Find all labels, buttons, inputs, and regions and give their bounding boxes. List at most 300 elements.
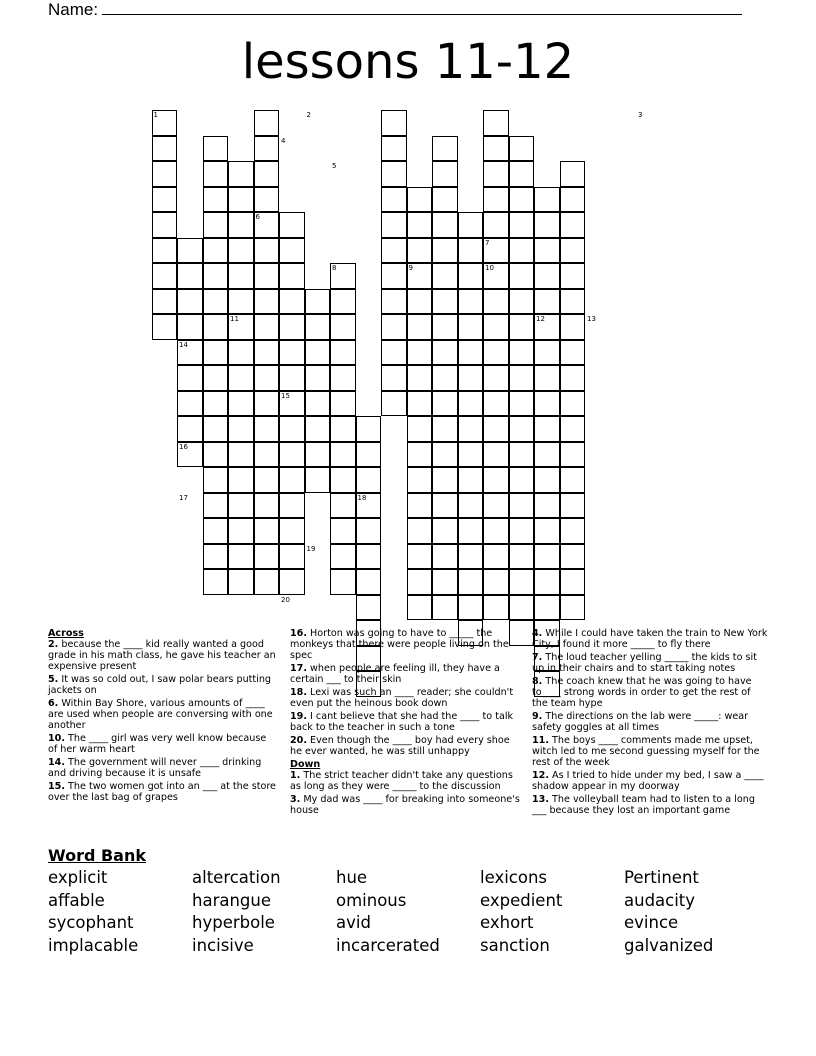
crossword-cell[interactable]	[254, 187, 280, 213]
crossword-cell[interactable]	[432, 212, 458, 238]
crossword-cell[interactable]	[458, 416, 484, 442]
crossword-cell[interactable]	[432, 340, 458, 366]
crossword-cell[interactable]	[356, 518, 382, 544]
clue-item	[532, 628, 768, 650]
crossword-cell[interactable]	[458, 518, 484, 544]
crossword-cell[interactable]	[254, 365, 280, 391]
clue-number: 15.	[48, 781, 65, 792]
crossword-cell[interactable]	[483, 212, 509, 238]
crossword-cell[interactable]	[509, 314, 535, 340]
crossword-cell[interactable]	[228, 161, 254, 187]
crossword-cell[interactable]	[254, 442, 280, 468]
clue-number-label: 3	[638, 111, 643, 119]
crossword-cell[interactable]	[203, 544, 229, 570]
clue-number: 6.	[48, 698, 59, 709]
crossword-cell[interactable]	[228, 416, 254, 442]
crossword-cell[interactable]	[483, 518, 509, 544]
crossword-cell[interactable]	[407, 569, 433, 595]
crossword-cell[interactable]	[509, 365, 535, 391]
crossword-cell[interactable]	[330, 467, 356, 493]
crossword-cell[interactable]	[381, 161, 407, 187]
crossword-cell[interactable]	[432, 314, 458, 340]
crossword-cell[interactable]	[330, 365, 356, 391]
crossword-cell[interactable]	[381, 212, 407, 238]
clue-text: when people are feeling ill, they have a certain ___ to their skin	[290, 663, 500, 685]
crossword-cell[interactable]	[407, 391, 433, 417]
crossword-cell[interactable]	[203, 416, 229, 442]
crossword-cell[interactable]	[254, 161, 280, 187]
crossword-cell[interactable]	[509, 544, 535, 570]
crossword-cell[interactable]	[254, 467, 280, 493]
crossword-cell[interactable]	[534, 569, 560, 595]
crossword-cell[interactable]	[534, 442, 560, 468]
crossword-cell[interactable]	[458, 595, 484, 621]
clues-column-1	[48, 628, 278, 805]
crossword-cell[interactable]	[509, 595, 535, 621]
clue-number: 14.	[48, 757, 65, 768]
crossword-cell[interactable]	[407, 467, 433, 493]
crossword-cell[interactable]	[279, 263, 305, 289]
clue-item	[48, 698, 278, 731]
crossword-cell[interactable]	[279, 518, 305, 544]
crossword-cell[interactable]	[432, 544, 458, 570]
crossword-cell[interactable]	[254, 110, 280, 136]
crossword-cell[interactable]	[560, 365, 586, 391]
crossword-cell[interactable]	[560, 493, 586, 519]
clue-number-label: 13	[587, 315, 596, 323]
crossword-cell[interactable]	[458, 289, 484, 315]
crossword-cell[interactable]	[560, 518, 586, 544]
clue-number-label: 7	[485, 238, 490, 247]
crossword-cell[interactable]	[177, 289, 203, 315]
crossword-cell[interactable]	[279, 289, 305, 315]
crossword-cell[interactable]	[330, 442, 356, 468]
crossword-cell[interactable]	[407, 595, 433, 621]
clue-item	[532, 794, 768, 816]
crossword-cell[interactable]	[203, 365, 229, 391]
clue-text: I cant believe that she had the ____ to talk back to the teacher in such a tone	[290, 711, 514, 733]
crossword-cell[interactable]	[305, 467, 331, 493]
crossword-cell[interactable]	[432, 595, 458, 621]
crossword-cell[interactable]	[254, 340, 280, 366]
crossword-cell[interactable]	[407, 314, 433, 340]
crossword-cell[interactable]	[203, 340, 229, 366]
crossword-cell[interactable]	[534, 187, 560, 213]
crossword-cell[interactable]	[279, 238, 305, 264]
clue-item	[48, 733, 278, 755]
word-bank-item: implacable	[48, 935, 139, 955]
clue-text: As I tried to hide under my bed, I saw a ____ shadow appear in my doorway	[532, 770, 764, 792]
clue-number: 19.	[290, 711, 307, 722]
clue-number-label: 10	[485, 264, 494, 272]
crossword-cell[interactable]	[254, 518, 280, 544]
crossword-cell[interactable]	[432, 289, 458, 315]
crossword-cell[interactable]	[458, 467, 484, 493]
clue-item	[290, 687, 522, 709]
crossword-cell[interactable]	[228, 289, 254, 315]
crossword-cell[interactable]	[330, 391, 356, 417]
crossword-cell[interactable]	[381, 340, 407, 366]
crossword-cell[interactable]	[228, 391, 254, 417]
crossword-cell[interactable]	[509, 340, 535, 366]
clue-number-label: 15	[281, 391, 290, 400]
crossword-cell[interactable]	[407, 416, 433, 442]
crossword-cell[interactable]	[458, 442, 484, 468]
crossword-cell[interactable]	[509, 467, 535, 493]
clue-item	[48, 639, 278, 672]
crossword-cell[interactable]	[483, 544, 509, 570]
crossword-cell[interactable]	[534, 544, 560, 570]
crossword-cell[interactable]	[534, 467, 560, 493]
crossword-cell[interactable]	[254, 493, 280, 519]
crossword-cell[interactable]	[432, 442, 458, 468]
crossword-cell[interactable]	[432, 238, 458, 264]
crossword-cell[interactable]	[432, 187, 458, 213]
crossword-cell[interactable]	[203, 289, 229, 315]
crossword-cell[interactable]	[432, 263, 458, 289]
crossword-cell[interactable]	[203, 467, 229, 493]
clue-text: The strict teacher didn't take any questions as long as they were _____ to the discussion	[290, 770, 513, 792]
crossword-cell[interactable]	[534, 518, 560, 544]
crossword-cell[interactable]	[458, 238, 484, 264]
crossword-cell[interactable]	[228, 467, 254, 493]
clue-text: The ____ girl was very well know because of her warm heart	[48, 733, 267, 755]
clue-number: 17.	[290, 663, 307, 674]
crossword-cell[interactable]	[560, 569, 586, 595]
clue-item	[290, 711, 522, 733]
crossword-cell[interactable]	[483, 595, 509, 621]
crossword-cell[interactable]	[407, 544, 433, 570]
word-bank-item: altercation	[192, 868, 281, 887]
crossword-cell[interactable]	[228, 493, 254, 519]
crossword-cell[interactable]	[432, 416, 458, 442]
crossword-cell[interactable]	[330, 569, 356, 595]
crossword-cell[interactable]	[305, 340, 331, 366]
crossword-cell[interactable]	[509, 161, 535, 187]
crossword-cell[interactable]	[560, 187, 586, 213]
clue-number-label: 20	[281, 595, 290, 604]
crossword-cell[interactable]	[177, 238, 203, 264]
crossword-cell[interactable]	[534, 263, 560, 289]
clue-text: It was so cold out, I saw polar bears putting jackets on	[48, 674, 272, 696]
clues-column-3	[532, 628, 768, 818]
word-bank-item: evince	[624, 913, 679, 933]
word-bank-item: Pertinent	[624, 868, 699, 887]
clue-item	[290, 735, 522, 757]
crossword-cell[interactable]	[560, 340, 586, 366]
word-bank-item: sycophant	[48, 913, 134, 933]
crossword-cell[interactable]	[483, 314, 509, 340]
crossword-cell[interactable]	[279, 212, 305, 238]
crossword-cell[interactable]	[279, 340, 305, 366]
crossword-cell[interactable]	[560, 314, 586, 340]
crossword-cell[interactable]	[305, 391, 331, 417]
clue-number: 9.	[532, 711, 543, 722]
crossword-cell[interactable]	[509, 289, 535, 315]
crossword-cell[interactable]	[203, 442, 229, 468]
clue-number: 16.	[290, 628, 307, 639]
crossword-cell[interactable]	[330, 493, 356, 519]
clue-number-label: 16	[179, 442, 188, 451]
crossword-cell[interactable]	[534, 595, 560, 621]
crossword-cell[interactable]	[458, 263, 484, 289]
crossword-cell[interactable]	[203, 391, 229, 417]
crossword-cell[interactable]	[381, 263, 407, 289]
crossword-cell[interactable]	[509, 416, 535, 442]
crossword-cell[interactable]	[509, 569, 535, 595]
crossword-cell[interactable]	[177, 365, 203, 391]
crossword-cell[interactable]	[228, 263, 254, 289]
word-bank-list	[48, 867, 768, 957]
crossword-cell[interactable]	[534, 212, 560, 238]
crossword-cell[interactable]	[509, 136, 535, 162]
crossword-cell[interactable]	[254, 416, 280, 442]
crossword-cell[interactable]	[560, 467, 586, 493]
crossword-cell[interactable]	[305, 314, 331, 340]
crossword-cell[interactable]	[560, 238, 586, 264]
crossword-cell[interactable]	[381, 238, 407, 264]
crossword-cell[interactable]	[483, 569, 509, 595]
crossword-cell[interactable]	[432, 467, 458, 493]
crossword-cell[interactable]	[458, 569, 484, 595]
crossword-cell[interactable]	[203, 161, 229, 187]
crossword-cell[interactable]	[152, 238, 178, 264]
word-bank	[48, 846, 768, 957]
crossword-cell[interactable]	[330, 416, 356, 442]
crossword-cell[interactable]	[458, 391, 484, 417]
word-bank-item: incisive	[192, 935, 254, 955]
crossword-cell[interactable]	[560, 161, 586, 187]
crossword-cell[interactable]	[483, 493, 509, 519]
crossword-cell[interactable]	[432, 161, 458, 187]
crossword-cell[interactable]	[458, 314, 484, 340]
clue-number-label: 6	[255, 213, 260, 221]
crossword-cell[interactable]	[356, 569, 382, 595]
crossword-cell[interactable]	[483, 416, 509, 442]
crossword-cell[interactable]	[458, 340, 484, 366]
clue-item	[532, 711, 768, 733]
crossword-cell[interactable]	[152, 212, 178, 238]
crossword-cell[interactable]	[534, 493, 560, 519]
crossword-cell[interactable]	[254, 569, 280, 595]
crossword-cell[interactable]	[228, 544, 254, 570]
crossword-cell[interactable]	[177, 416, 203, 442]
crossword-cell[interactable]	[356, 467, 382, 493]
clue-number-label: 5	[332, 162, 337, 170]
crossword-cell[interactable]	[203, 136, 229, 162]
crossword-cell[interactable]	[534, 391, 560, 417]
crossword-cell[interactable]	[483, 340, 509, 366]
word-bank-item: affable	[48, 890, 105, 910]
crossword-cell[interactable]	[228, 238, 254, 264]
crossword-cell[interactable]	[305, 416, 331, 442]
crossword-cell[interactable]	[534, 289, 560, 315]
crossword-cell[interactable]	[228, 442, 254, 468]
crossword-cell[interactable]	[483, 289, 509, 315]
crossword-cell[interactable]	[381, 289, 407, 315]
crossword-cell[interactable]	[203, 569, 229, 595]
crossword-cell[interactable]	[509, 187, 535, 213]
clue-number-label: 12	[536, 315, 545, 323]
crossword-cell[interactable]	[305, 365, 331, 391]
crossword-cell[interactable]	[534, 365, 560, 391]
crossword-cell[interactable]	[228, 340, 254, 366]
crossword-cell[interactable]	[560, 544, 586, 570]
clue-number: 4.	[532, 628, 543, 639]
crossword-cell[interactable]	[432, 493, 458, 519]
crossword-cell[interactable]	[203, 187, 229, 213]
crossword-cell[interactable]	[483, 161, 509, 187]
crossword-cell[interactable]	[203, 314, 229, 340]
clue-text: The boys ____ comments made me upset, witch led to me second guessing myself for the rest of the week	[532, 735, 760, 768]
crossword-cell[interactable]	[203, 518, 229, 544]
crossword-cell[interactable]	[509, 518, 535, 544]
crossword-cell[interactable]	[356, 442, 382, 468]
crossword-cell[interactable]	[381, 187, 407, 213]
crossword-cell[interactable]	[560, 212, 586, 238]
crossword-cell[interactable]	[560, 391, 586, 417]
crossword-cell[interactable]	[381, 314, 407, 340]
crossword-cell[interactable]	[534, 238, 560, 264]
crossword-cell[interactable]	[509, 212, 535, 238]
crossword-cell[interactable]	[458, 493, 484, 519]
crossword-cell[interactable]	[254, 391, 280, 417]
crossword-cell[interactable]	[254, 314, 280, 340]
word-bank-item: galvanized	[624, 935, 714, 955]
crossword-cell[interactable]	[305, 442, 331, 468]
crossword-cell[interactable]	[254, 289, 280, 315]
crossword-cell[interactable]	[407, 212, 433, 238]
crossword-cell[interactable]	[203, 263, 229, 289]
crossword-cell[interactable]	[177, 314, 203, 340]
crossword-cell[interactable]	[560, 416, 586, 442]
crossword-cell[interactable]	[279, 467, 305, 493]
crossword-cell[interactable]	[177, 391, 203, 417]
crossword-cell[interactable]	[203, 238, 229, 264]
crossword-cell[interactable]	[279, 365, 305, 391]
crossword-cell[interactable]	[356, 544, 382, 570]
crossword-cell[interactable]	[279, 416, 305, 442]
crossword-cell[interactable]	[509, 263, 535, 289]
clue-item	[290, 628, 522, 661]
crossword-cell[interactable]	[254, 136, 280, 162]
crossword-cell[interactable]	[407, 289, 433, 315]
crossword-cell[interactable]	[228, 518, 254, 544]
crossword-cell[interactable]	[407, 518, 433, 544]
crossword-cell[interactable]	[152, 136, 178, 162]
crossword-cell[interactable]	[330, 314, 356, 340]
crossword-cell[interactable]	[381, 136, 407, 162]
crossword-cell[interactable]	[407, 238, 433, 264]
word-bank-item: exhort	[480, 913, 534, 933]
crossword-cell[interactable]	[458, 212, 484, 238]
crossword-cell[interactable]	[356, 595, 382, 621]
word-bank-item: incarcerated	[336, 935, 440, 955]
crossword-cell[interactable]	[279, 314, 305, 340]
crossword-cell[interactable]	[330, 518, 356, 544]
crossword-cell[interactable]	[483, 467, 509, 493]
crossword-cell[interactable]	[330, 544, 356, 570]
crossword-cell[interactable]	[330, 340, 356, 366]
crossword-cell[interactable]	[152, 314, 178, 340]
crossword-cell[interactable]	[534, 340, 560, 366]
crossword-cell[interactable]	[483, 136, 509, 162]
crossword-cell[interactable]	[203, 493, 229, 519]
crossword-cell[interactable]	[152, 263, 178, 289]
crossword-cell[interactable]	[330, 289, 356, 315]
crossword-cell[interactable]	[432, 136, 458, 162]
clues-column-2	[290, 628, 522, 818]
crossword-cell[interactable]	[432, 518, 458, 544]
clue-item	[532, 735, 768, 768]
crossword-cell[interactable]	[509, 238, 535, 264]
crossword-cell[interactable]	[356, 416, 382, 442]
crossword-cell[interactable]	[432, 365, 458, 391]
crossword-cell[interactable]	[560, 263, 586, 289]
crossword-cell[interactable]	[407, 340, 433, 366]
crossword-cell[interactable]	[534, 416, 560, 442]
crossword-cell[interactable]	[483, 187, 509, 213]
crossword-cell[interactable]	[152, 161, 178, 187]
crossword-cell[interactable]	[458, 365, 484, 391]
crossword-cell[interactable]	[407, 442, 433, 468]
crossword-cell[interactable]	[407, 365, 433, 391]
clue-number: 10.	[48, 733, 65, 744]
crossword-cell[interactable]	[407, 187, 433, 213]
crossword-cell[interactable]	[560, 595, 586, 621]
crossword-cell[interactable]	[228, 365, 254, 391]
crossword-cell[interactable]	[177, 263, 203, 289]
crossword-cell[interactable]	[279, 442, 305, 468]
crossword-cell[interactable]	[432, 569, 458, 595]
crossword-cell[interactable]	[254, 238, 280, 264]
crossword-cell[interactable]	[381, 110, 407, 136]
crossword-cell[interactable]	[381, 391, 407, 417]
clue-number: 20.	[290, 735, 307, 746]
crossword-cell[interactable]	[254, 544, 280, 570]
crossword-cell[interactable]	[305, 289, 331, 315]
across-heading: Across	[48, 628, 84, 639]
crossword-cell[interactable]	[560, 289, 586, 315]
crossword-cell[interactable]	[152, 187, 178, 213]
crossword-cell[interactable]	[203, 212, 229, 238]
crossword-cell[interactable]	[279, 493, 305, 519]
crossword-cell[interactable]	[407, 493, 433, 519]
crossword-cell[interactable]	[228, 569, 254, 595]
crossword-cell[interactable]	[509, 391, 535, 417]
clue-number-label: 18	[357, 493, 367, 502]
crossword-cell[interactable]	[483, 110, 509, 136]
crossword-cell[interactable]	[509, 442, 535, 468]
crossword-cell[interactable]	[458, 544, 484, 570]
crossword-cell[interactable]	[432, 391, 458, 417]
crossword-cell[interactable]	[483, 365, 509, 391]
crossword-cell[interactable]	[509, 493, 535, 519]
crossword-cell[interactable]	[228, 187, 254, 213]
crossword-cell[interactable]	[279, 544, 305, 570]
crossword-cell[interactable]	[254, 263, 280, 289]
crossword-cell[interactable]	[560, 442, 586, 468]
crossword-cell[interactable]	[483, 442, 509, 468]
crossword-cell[interactable]	[279, 569, 305, 595]
crossword-cell[interactable]	[381, 365, 407, 391]
crossword-cell[interactable]	[228, 212, 254, 238]
word-bank-item: lexicons	[480, 868, 548, 887]
clue-text: The loud teacher yelling _____ the kids to sit up in their chairs and to start taking notes	[532, 652, 757, 674]
crossword-cell[interactable]	[483, 391, 509, 417]
clue-item	[532, 676, 768, 709]
crossword-cell[interactable]	[152, 289, 178, 315]
